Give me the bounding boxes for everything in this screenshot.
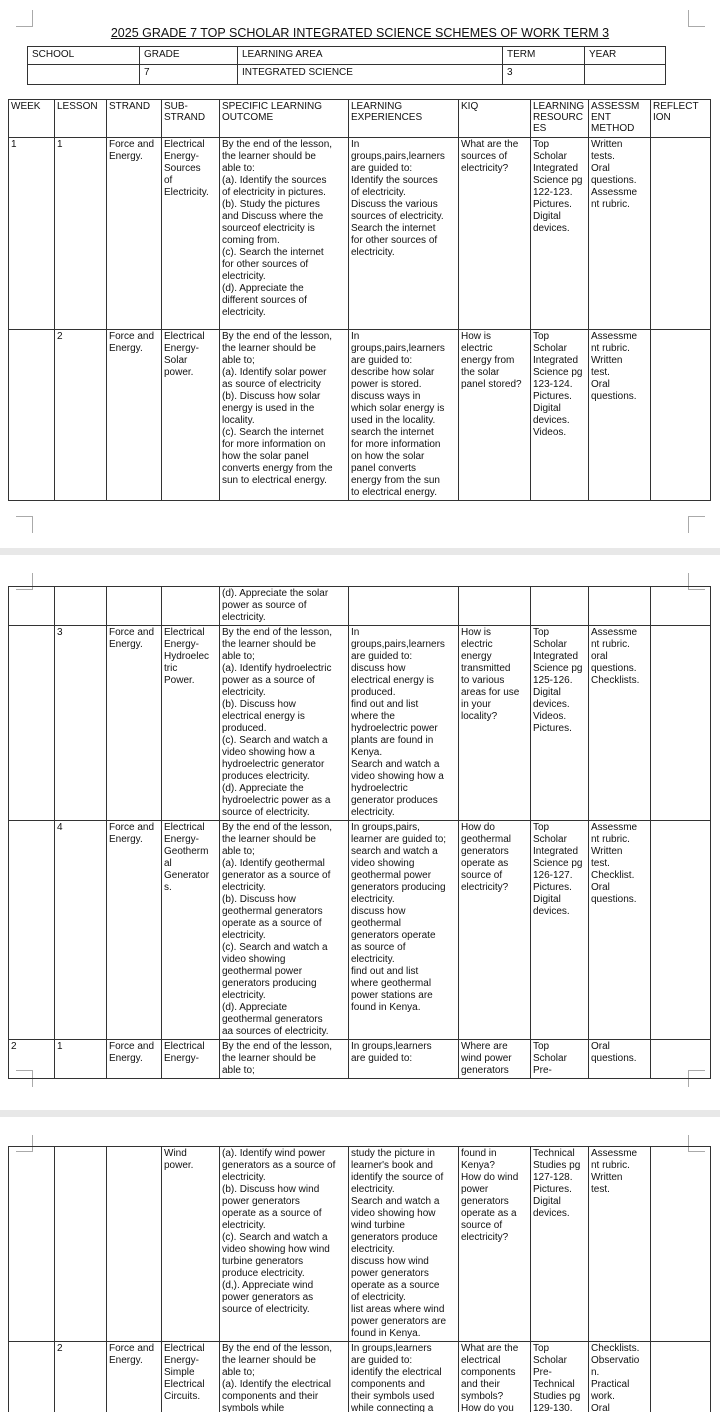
kiq-cell: How do geothermal generators operate as source of electricity? — [459, 821, 531, 1040]
learning-resources-cell: Top Scholar Integrated Science pg 125-126. Digital devices. Videos. Pictures. — [531, 626, 589, 821]
page-3 — [0, 1117, 720, 1412]
sub-strand-cell — [162, 587, 220, 626]
table-row — [9, 1147, 711, 1342]
assessment-method-cell: Assessme nt rubric. Written test. — [589, 1147, 651, 1342]
kiq-cell — [459, 587, 531, 626]
page-corner-mark — [16, 516, 33, 533]
info-value-term: 3 — [503, 65, 585, 85]
assessment-method-cell: Checklists. Observatio n. Practical work. Oral — [589, 1342, 651, 1412]
kiq-cell: How is electric energy transmitted to various areas for use in your locality? — [459, 626, 531, 821]
kiq-cell: How is electric energy from the solar panel stored? — [459, 330, 531, 501]
strand-cell: Force and Energy. — [107, 821, 162, 1040]
strand-cell — [107, 1147, 162, 1342]
strand-cell: Force and Energy. — [107, 1342, 162, 1412]
week-cell — [9, 330, 55, 501]
strand-cell: Force and Energy. — [107, 330, 162, 501]
assessment-method-cell: Assessme nt rubric. Written test. Checklist. Oral questions. — [589, 821, 651, 1040]
week-cell — [9, 587, 55, 626]
page-2 — [0, 555, 720, 1110]
info-value-year — [585, 65, 666, 85]
reflection-cell — [651, 1147, 711, 1342]
reflection-cell — [651, 330, 711, 501]
learning-outcome-cell: By the end of the lesson, the learner should be able to; (a). Identify geothermal generator as a source of electricity. (b). Discuss how geothermal generators operate as a source of electricity. (c). Search and watch a video showing geothermal power generators producing electricity. (d). Appreciate geothermal generators aa sources of electricity. — [220, 821, 349, 1040]
learning-outcome-cell: (d). Appreciate the solar power as source of electricity. — [220, 587, 349, 626]
learning-experiences-cell: In groups,pairs,learners are guided to: discuss how electrical energy is produced. find out and list where the hydroelectric power plants are found in Kenya. Search and watch a video showing how a hydroelectric generator produces electricity. — [349, 626, 459, 821]
strand-cell — [107, 587, 162, 626]
learning-experiences-cell: In groups,pairs,learners are guided to: describe how solar power is stored. discuss ways in which solar energy is used in the locality. search the internet for more information on how the solar panel converts energy from the sun to electrical energy. — [349, 330, 459, 501]
sub-strand-cell: Electrical Energy- — [162, 1040, 220, 1079]
sub-strand-cell: Wind power. — [162, 1147, 220, 1342]
sub-strand-cell: Electrical Energy- Sources of Electricity. — [162, 138, 220, 330]
info-header-term: TERM — [503, 47, 585, 65]
reflection-cell — [651, 1342, 711, 1412]
lesson-cell: 1 — [55, 1040, 107, 1079]
learning-resources-cell: Technical Studies pg 127-128. Pictures. Digital devices. — [531, 1147, 589, 1342]
learning-resources-cell: Top Scholar Pre- Technical Studies pg 129-130. — [531, 1342, 589, 1412]
learning-experiences-cell: In groups,pairs, learner are guided to; search and watch a video showing geothermal power generators producing electricity. discuss how geothermal generators operate as source of electricity. find out and list where geothermal power stations are found in Kenya. — [349, 821, 459, 1040]
learning-experiences-cell: In groups,pairs,learners are guided to: Identify the sources of electricity. Discuss the various sources of electricity. Search the internet for other sources of electricity. — [349, 138, 459, 330]
lesson-cell: 4 — [55, 821, 107, 1040]
sub-strand-cell: Electrical Energy- Hydroelec tric Power. — [162, 626, 220, 821]
assessment-method-cell: Oral questions. — [589, 1040, 651, 1079]
lesson-cell: 2 — [55, 330, 107, 501]
learning-experiences-cell: In groups,learners are guided to: — [349, 1040, 459, 1079]
sub-strand-cell: Electrical Energy- Simple Electrical Circuits. — [162, 1342, 220, 1412]
reflection-cell — [651, 587, 711, 626]
reflection-cell — [651, 1040, 711, 1079]
lesson-cell: 1 — [55, 138, 107, 330]
learning-outcome-cell: (a). Identify wind power generators as a source of electricity. (b). Discuss how wind power generators operate as a source of electricity. (c). Search and watch a video showing how wind turbine generators produce electricity. (d,). Appreciate wind power generators as source of electricity. — [220, 1147, 349, 1342]
document-title: 2025 GRADE 7 TOP SCHOLAR INTEGRATED SCIENCE SCHEMES OF WORK TERM 3 — [110, 26, 610, 40]
learning-outcome-cell: By the end of the lesson, the learner should be able to; (a). Identify solar power as source of electricity (b). Discuss how solar energy is used in the locality. (c). Search the internet for more information on how the solar panel converts energy from the sun to electrical energy. — [220, 330, 349, 501]
week-cell — [9, 821, 55, 1040]
info-header-school: SCHOOL — [28, 47, 140, 65]
learning-experiences-cell: In groups,learners are guided to: identify the electrical components and their symbols used while connecting a — [349, 1342, 459, 1412]
assessment-method-cell: Assessme nt rubric. Written test. Oral questions. — [589, 330, 651, 501]
info-header-year: YEAR — [585, 47, 666, 65]
learning-outcome-cell: By the end of the lesson, the learner should be able to: (a). Identify the sources of electricity in pictures. (b). Study the pictures and Discuss where the sourceof electricity is coming from. (c). Search the internet for other sources of electricity. (d). Appreciate the different sources of electricity. — [220, 138, 349, 330]
lesson-cell — [55, 587, 107, 626]
kiq-cell: What are the sources of electricity? — [459, 138, 531, 330]
reflection-cell — [651, 138, 711, 330]
assessment-method-cell: Written tests. Oral questions. Assessme nt rubric. — [589, 138, 651, 330]
week-cell: 1 — [9, 138, 55, 330]
table-row — [9, 138, 711, 330]
scheme-table-page-3 — [8, 1146, 711, 1412]
header-specific-learning-outcome: SPECIFIC LEARNING OUTCOME — [220, 100, 349, 138]
learning-resources-cell: Top Scholar Integrated Science pg 123-124. Pictures. Digital devices. Videos. — [531, 330, 589, 501]
sub-strand-cell: Electrical Energy- Geotherm al Generator s. — [162, 821, 220, 1040]
reflection-cell — [651, 821, 711, 1040]
header-strand: STRAND — [107, 100, 162, 138]
header-sub-strand: SUB- STRAND — [162, 100, 220, 138]
header-assessment-method: ASSESSM ENT METHOD — [589, 100, 651, 138]
assessment-method-cell: Assessme nt rubric. oral questions. Checklists. — [589, 626, 651, 821]
strand-cell: Force and Energy. — [107, 1040, 162, 1079]
info-value-school — [28, 65, 140, 85]
week-cell — [9, 1147, 55, 1342]
table-row — [9, 626, 711, 821]
lesson-cell: 3 — [55, 626, 107, 821]
scheme-table-page-2 — [8, 586, 711, 1079]
header-learning-resources: LEARNING RESOURC ES — [531, 100, 589, 138]
header-learning-experiences: LEARNING EXPERIENCES — [349, 100, 459, 138]
learning-outcome-cell: By the end of the lesson, the learner should be able to; — [220, 1040, 349, 1079]
reflection-cell — [651, 626, 711, 821]
table-row — [9, 587, 711, 626]
lesson-cell — [55, 1147, 107, 1342]
table-row — [9, 1040, 711, 1079]
kiq-cell: found in Kenya? How do wind power generators operate as a source of electricity? — [459, 1147, 531, 1342]
week-cell — [9, 1342, 55, 1412]
lesson-cell: 2 — [55, 1342, 107, 1412]
header-lesson: LESSON — [55, 100, 107, 138]
learning-resources-cell — [531, 587, 589, 626]
learning-resources-cell: Top Scholar Integrated Science pg 126-127. Pictures. Digital devices. — [531, 821, 589, 1040]
week-cell: 2 — [9, 1040, 55, 1079]
info-header-grade: GRADE — [140, 47, 238, 65]
table-row — [9, 1342, 711, 1412]
sub-strand-cell: Electrical Energy- Solar power. — [162, 330, 220, 501]
learning-outcome-cell: By the end of the lesson, the learner should be able to; (a). Identify the electrical components and their symbols while — [220, 1342, 349, 1412]
learning-experiences-cell — [349, 587, 459, 626]
info-header-learning-area: LEARNING AREA — [238, 47, 503, 65]
kiq-cell: What are the electrical components and their symbols? How do you — [459, 1342, 531, 1412]
page-corner-mark — [16, 10, 33, 27]
info-value-learning-area: INTEGRATED SCIENCE — [238, 65, 503, 85]
assessment-method-cell — [589, 587, 651, 626]
page-1 — [0, 0, 720, 548]
page-corner-mark — [688, 10, 705, 27]
kiq-cell: Where are wind power generators — [459, 1040, 531, 1079]
page-corner-mark — [688, 516, 705, 533]
learning-resources-cell: Top Scholar Integrated Science pg 122-123. Pictures. Digital devices. — [531, 138, 589, 330]
strand-cell: Force and Energy. — [107, 626, 162, 821]
table-row — [9, 821, 711, 1040]
scheme-table-page-1 — [8, 99, 711, 501]
learning-experiences-cell: study the picture in learner's book and identify the source of electricity. Search and watch a video showing how wind turbine generators produce electricity. discuss how wind power generators operate as a source of electricity. list areas where wind power generators are found in Kenya. — [349, 1147, 459, 1342]
strand-cell: Force and Energy. — [107, 138, 162, 330]
table-row — [9, 330, 711, 501]
learning-resources-cell: Top Scholar Pre- — [531, 1040, 589, 1079]
learning-outcome-cell: By the end of the lesson, the learner should be able to; (a). Identify hydroelectric power as a source of electricity. (b). Discuss how electrical energy is produced. (c). Search and watch a video showing how a hydroelectric generator produces electricity. (d). Appreciate the hydroelectric power as a source of electricity. — [220, 626, 349, 821]
week-cell — [9, 626, 55, 821]
header-reflection: REFLECT ION — [651, 100, 711, 138]
header-kiq: KIQ — [459, 100, 531, 138]
header-week: WEEK — [9, 100, 55, 138]
info-value-grade: 7 — [140, 65, 238, 85]
school-info-table — [27, 46, 666, 85]
